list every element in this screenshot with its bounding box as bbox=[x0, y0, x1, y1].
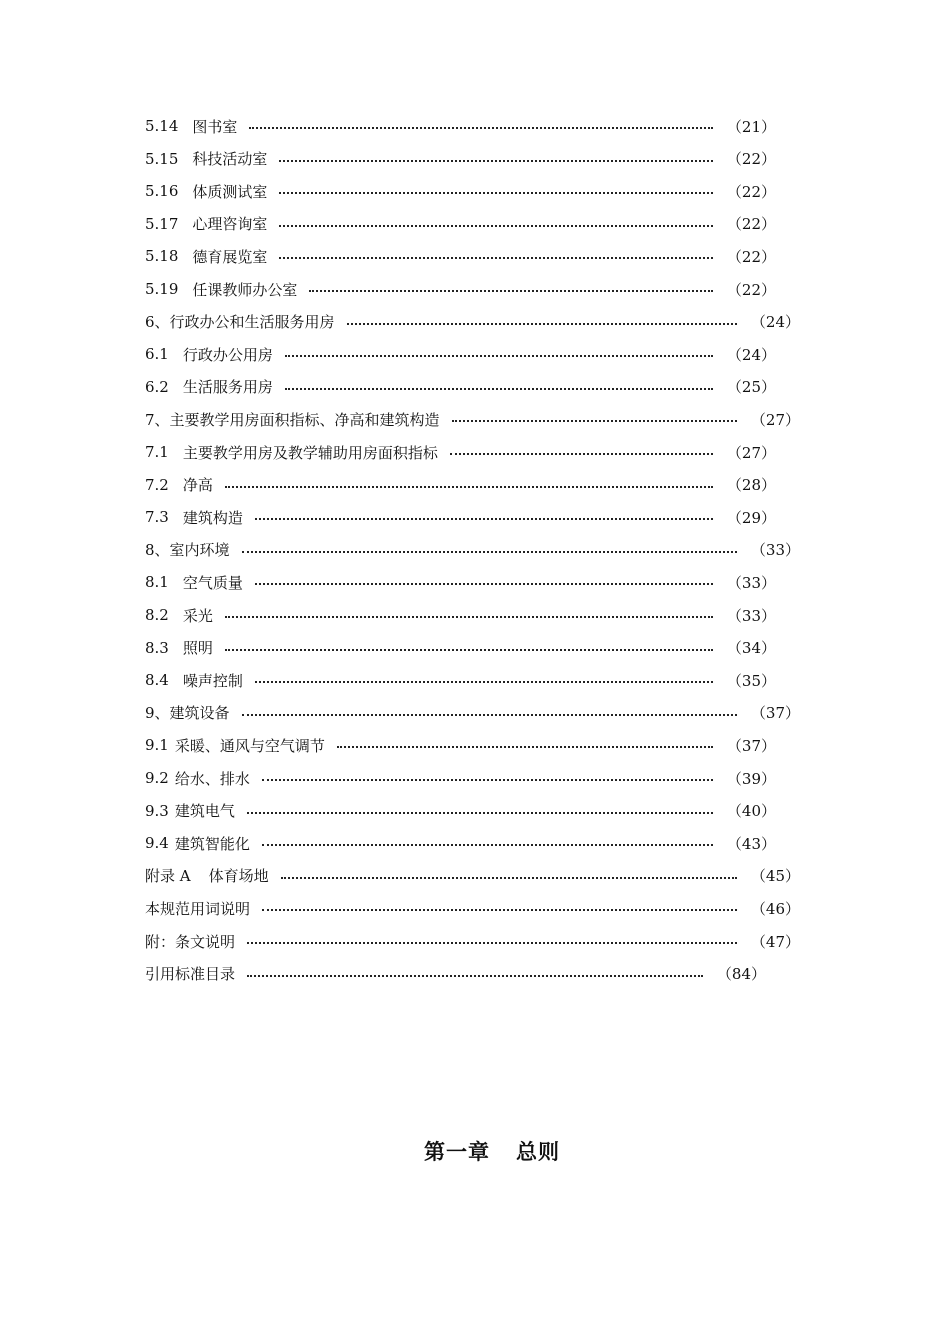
toc-entry-page: （45） bbox=[750, 867, 800, 886]
toc-entry[interactable] bbox=[145, 143, 776, 175]
toc-entry[interactable] bbox=[145, 240, 776, 272]
toc-dot-leader bbox=[285, 388, 713, 390]
toc-entry-title: 给水、排水 bbox=[174, 769, 250, 788]
toc-entry-page: （35） bbox=[726, 671, 776, 690]
toc-entry-number: 8.4 bbox=[145, 671, 169, 690]
toc-dot-leader bbox=[281, 877, 737, 879]
toc-entry-title: 室内环境 bbox=[169, 541, 230, 560]
toc-dot-leader bbox=[262, 844, 713, 846]
toc-entry[interactable] bbox=[145, 827, 776, 859]
toc-entry-page: （22） bbox=[726, 247, 776, 266]
toc-entry-number: 9.1 bbox=[145, 736, 169, 755]
toc-entry-page: （37） bbox=[726, 736, 776, 755]
toc-entry-number: 7.3 bbox=[145, 508, 169, 527]
toc-entry-number: 8.3 bbox=[145, 638, 169, 657]
toc-entry-page: （22） bbox=[726, 150, 776, 169]
toc-entry-number: 9.4 bbox=[145, 834, 169, 853]
toc-entry-title: 生活服务用房 bbox=[182, 378, 273, 397]
toc-entry[interactable] bbox=[145, 338, 776, 370]
toc-dot-leader bbox=[225, 486, 713, 488]
toc-dot-leader bbox=[247, 812, 713, 814]
toc-entry-number: 7.2 bbox=[145, 475, 169, 494]
toc-entry[interactable] bbox=[145, 729, 776, 761]
toc-entry-number: 5.18 bbox=[145, 247, 179, 266]
toc-entry-title: 引用标准目录 bbox=[145, 965, 236, 984]
toc-entry-number: 9.3 bbox=[145, 801, 169, 820]
toc-entry[interactable] bbox=[145, 958, 766, 990]
toc-dot-leader bbox=[225, 616, 713, 618]
toc-entry-page: （47） bbox=[750, 932, 800, 951]
toc-entry-page: （84） bbox=[716, 965, 766, 984]
toc-dot-leader bbox=[452, 420, 737, 422]
toc-entry-number: 5.17 bbox=[145, 214, 179, 233]
toc-dot-leader bbox=[255, 583, 713, 585]
toc-entry-title: 行政办公和生活服务用房 bbox=[169, 313, 335, 332]
toc-entry[interactable] bbox=[145, 599, 776, 631]
toc-entry-page: （25） bbox=[726, 378, 776, 397]
toc-entry-title: 空气质量 bbox=[182, 573, 243, 592]
toc-entry[interactable] bbox=[145, 469, 776, 501]
toc-dot-leader bbox=[309, 290, 712, 292]
toc-entry-page: （21） bbox=[726, 117, 776, 136]
chapter-title: 总则 bbox=[516, 1140, 560, 1164]
toc-entry[interactable] bbox=[145, 534, 800, 566]
toc-entry-title: 科技活动室 bbox=[192, 150, 268, 169]
toc-entry-number: 6、 bbox=[145, 313, 170, 332]
toc-entry-title: 心理咨询室 bbox=[192, 215, 268, 234]
toc-entry-number: 8、 bbox=[145, 541, 170, 560]
toc-entry-number: 7、 bbox=[145, 410, 170, 429]
toc-entry-number: 8.1 bbox=[145, 573, 169, 592]
toc-entry[interactable] bbox=[145, 273, 776, 305]
toc-entry-page: （39） bbox=[726, 769, 776, 788]
toc-entry-page: （22） bbox=[726, 215, 776, 234]
chapter-heading bbox=[0, 1136, 950, 1166]
toc-dot-leader bbox=[242, 714, 737, 716]
toc-dot-leader bbox=[347, 323, 737, 325]
toc-entry-number: 5.16 bbox=[145, 182, 179, 201]
toc-entry-number: 9.2 bbox=[145, 769, 169, 787]
toc-entry-number: 6.1 bbox=[145, 345, 169, 364]
toc-entry[interactable] bbox=[145, 501, 776, 533]
toc-entry[interactable] bbox=[145, 306, 800, 338]
toc-entry[interactable] bbox=[145, 566, 776, 598]
toc-entry-page: （29） bbox=[726, 508, 776, 527]
toc-dot-leader bbox=[450, 453, 713, 455]
toc-entry-number: 5.15 bbox=[145, 149, 179, 168]
toc-entry[interactable] bbox=[145, 632, 776, 664]
toc-entry-page: （24） bbox=[726, 345, 776, 364]
toc-entry[interactable] bbox=[145, 371, 776, 403]
toc-entry-title: 建筑构造 bbox=[182, 508, 243, 527]
toc-entry-title: 建筑智能化 bbox=[174, 834, 250, 853]
toc-dot-leader bbox=[262, 909, 737, 911]
toc-dot-leader bbox=[242, 551, 737, 553]
toc-entry[interactable] bbox=[145, 892, 800, 924]
toc-entry-page: （46） bbox=[750, 899, 800, 918]
toc-dot-leader bbox=[337, 746, 713, 748]
toc-entry-page: （37） bbox=[750, 704, 800, 723]
toc-dot-leader bbox=[262, 779, 713, 781]
toc-entry-title: 体质测试室 bbox=[192, 182, 268, 201]
toc-entry[interactable] bbox=[145, 664, 776, 696]
toc-entry[interactable] bbox=[145, 762, 776, 794]
toc-entry-page: （43） bbox=[726, 834, 776, 853]
toc-entry-number: 8.2 bbox=[145, 606, 169, 624]
toc-entry-page: （28） bbox=[726, 476, 776, 495]
toc-entry-title: 附：条文说明 bbox=[145, 932, 236, 951]
toc-entry-page: （24） bbox=[750, 313, 800, 332]
toc-entry[interactable] bbox=[145, 175, 776, 207]
toc-entry-number: 5.19 bbox=[145, 280, 179, 298]
toc-entry-page: （22） bbox=[726, 280, 776, 299]
toc-entry-page: （34） bbox=[726, 639, 776, 658]
toc-entry-title: 行政办公用房 bbox=[182, 345, 273, 364]
toc-entry[interactable] bbox=[145, 436, 776, 468]
toc-entry-title: 图书室 bbox=[192, 117, 238, 136]
chapter-label: 第一章 bbox=[424, 1140, 490, 1164]
toc-dot-leader bbox=[255, 518, 713, 520]
toc-entry-title: 主要教学用房及教学辅助用房面积指标 bbox=[182, 443, 438, 462]
toc-entry[interactable] bbox=[145, 110, 776, 142]
toc-entry-title: 建筑电气 bbox=[174, 802, 235, 821]
toc-entry-page: （33） bbox=[726, 573, 776, 592]
toc-entry[interactable] bbox=[145, 697, 800, 729]
toc-dot-leader bbox=[249, 127, 712, 129]
toc-entry-page: （27） bbox=[726, 443, 776, 462]
toc-entry-page: （40） bbox=[726, 802, 776, 821]
toc-dot-leader bbox=[247, 975, 703, 977]
toc-entry-page: （22） bbox=[726, 182, 776, 201]
toc-entry-title: 噪声控制 bbox=[182, 671, 243, 690]
toc-entry-page: （33） bbox=[750, 541, 800, 560]
toc-entry-title: 主要教学用房面积指标、净高和建筑构造 bbox=[169, 410, 440, 429]
toc-dot-leader bbox=[225, 649, 713, 651]
toc-dot-leader bbox=[285, 355, 713, 357]
toc-entry[interactable] bbox=[145, 925, 800, 957]
toc-entry-number: 7.1 bbox=[145, 443, 169, 461]
toc-dot-leader bbox=[255, 681, 713, 683]
toc-dot-leader bbox=[279, 160, 712, 162]
toc-entry-title: 净高 bbox=[182, 476, 213, 495]
toc-entry-title: 采光 bbox=[182, 606, 213, 625]
toc-dot-leader bbox=[279, 192, 712, 194]
toc-entry-page: （33） bbox=[726, 606, 776, 625]
toc-dot-leader bbox=[279, 257, 712, 259]
toc-entry-page: （27） bbox=[750, 410, 800, 429]
toc-entry-title: 照明 bbox=[182, 639, 213, 658]
toc-entry[interactable] bbox=[145, 795, 776, 827]
toc-entry-title: 建筑设备 bbox=[169, 704, 230, 723]
toc-dot-leader bbox=[247, 942, 737, 944]
toc-entry-number: 附录 A bbox=[145, 867, 191, 886]
toc-entry-number: 6.2 bbox=[145, 377, 169, 396]
toc-entry-title: 体育场地 bbox=[208, 867, 269, 886]
toc-entry-title: 任课教师办公室 bbox=[192, 280, 298, 299]
toc-entry-number: 9、 bbox=[145, 704, 170, 723]
toc-entry-title: 本规范用词说明 bbox=[145, 899, 251, 918]
toc-entry[interactable] bbox=[145, 208, 776, 240]
toc-entry[interactable] bbox=[145, 403, 800, 435]
toc-entry-title: 采暖、通风与空气调节 bbox=[174, 736, 325, 755]
toc-dot-leader bbox=[279, 225, 712, 227]
toc-entry-title: 德育展览室 bbox=[192, 247, 268, 266]
toc-entry[interactable] bbox=[145, 860, 800, 892]
toc-entry-number: 5.14 bbox=[145, 117, 179, 135]
